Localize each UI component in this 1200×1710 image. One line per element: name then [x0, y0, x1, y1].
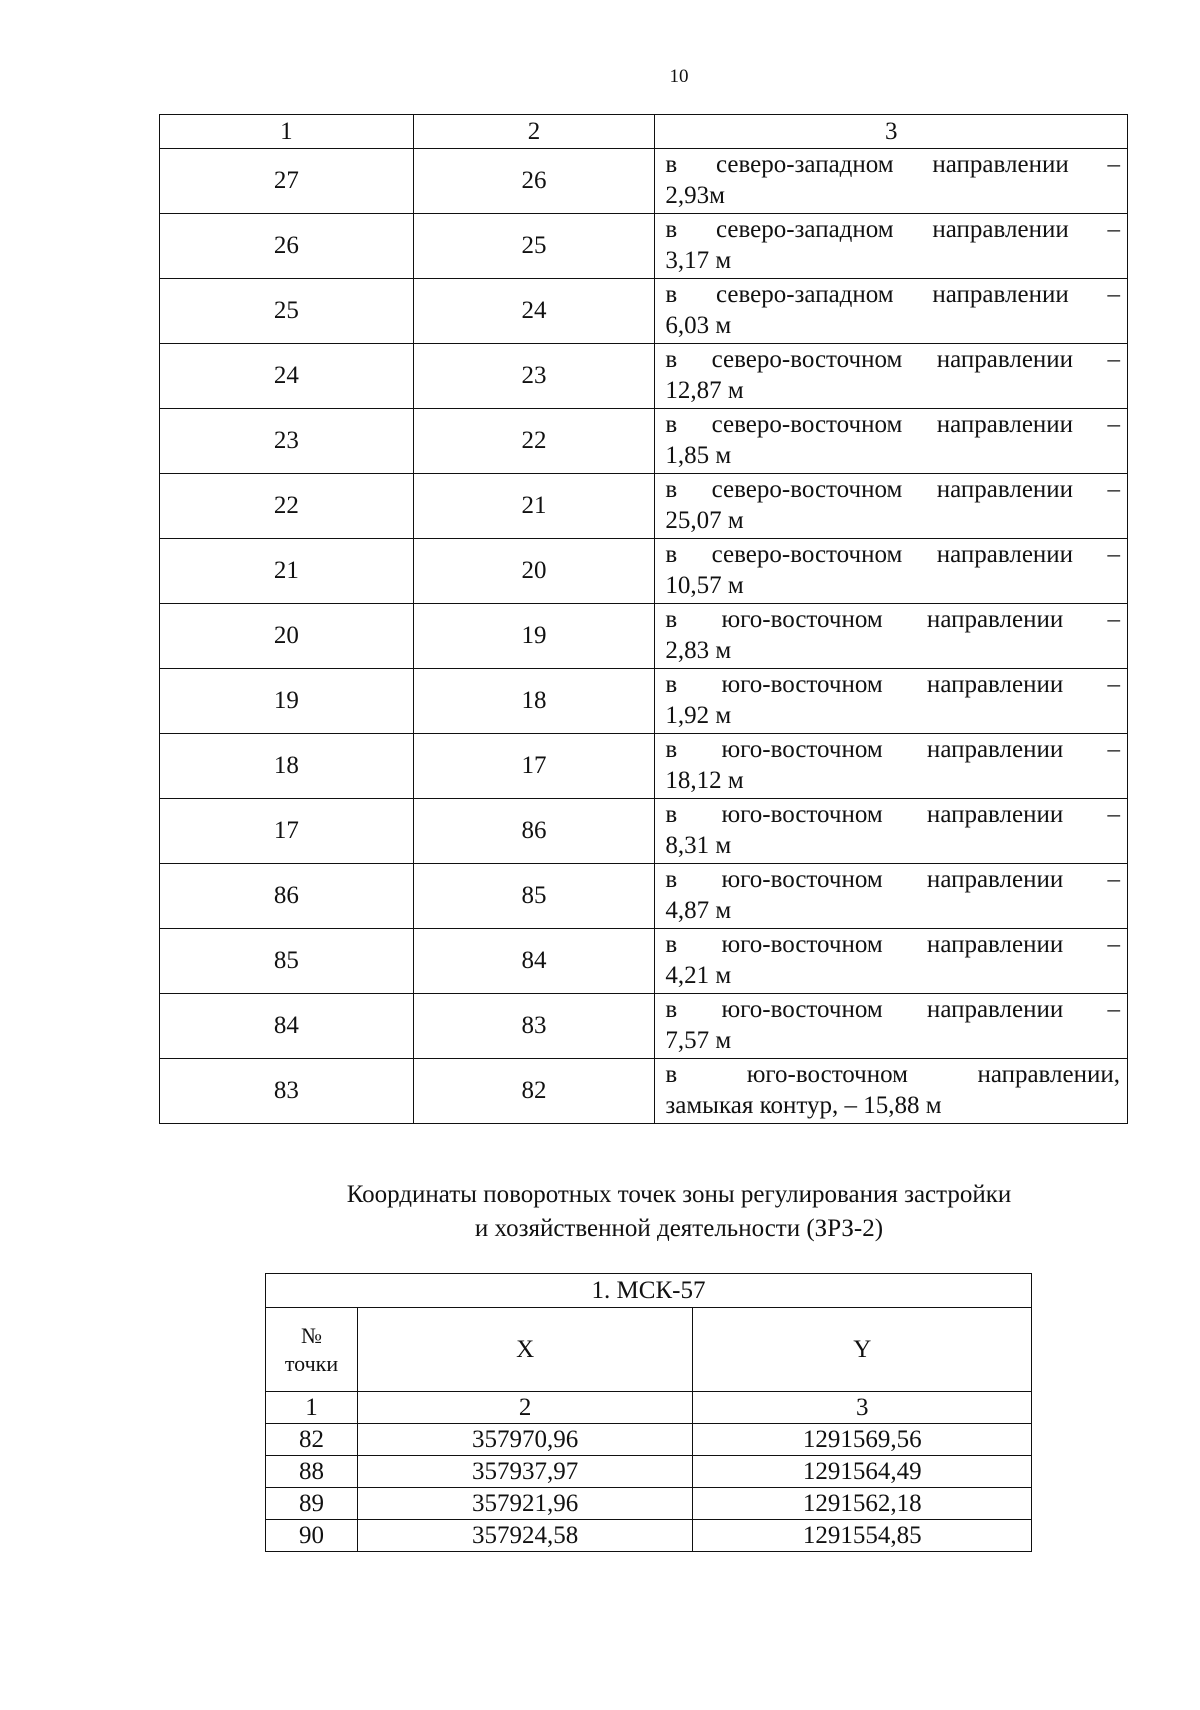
distance-text: 7,57 м [665, 1027, 732, 1054]
end-point: 19 [413, 604, 655, 669]
start-point: 83 [160, 1059, 414, 1124]
distance-text: 4,87 м [665, 897, 732, 924]
table-row [160, 409, 1128, 474]
x-value: 357921,96 [357, 1488, 693, 1520]
end-point: 23 [413, 344, 655, 409]
segment-description [655, 1059, 1128, 1124]
y-header: Y [693, 1308, 1032, 1392]
table-row [266, 1520, 1032, 1552]
segment-description [655, 474, 1128, 539]
x-value: 357937,97 [357, 1456, 693, 1488]
table-row [160, 539, 1128, 604]
point-number-header: № точки [266, 1308, 358, 1392]
table-row [160, 799, 1128, 864]
start-point: 22 [160, 474, 414, 539]
direction-text: в юго-восточном направлении – [665, 996, 1120, 1023]
start-point: 17 [160, 799, 414, 864]
end-point: 83 [413, 994, 655, 1059]
start-point: 21 [160, 539, 414, 604]
axes-header-row [266, 1308, 1032, 1392]
point-number: 89 [266, 1488, 358, 1520]
segment-description [655, 279, 1128, 344]
section-caption [0, 1178, 1200, 1246]
coordinate-system-label: 1. МСК-57 [266, 1274, 1032, 1308]
segment-description [655, 539, 1128, 604]
x-value: 357924,58 [357, 1520, 693, 1552]
direction-text: в юго-восточном направлении – [665, 736, 1120, 763]
coordinates-table [265, 1273, 1032, 1552]
distance-text: замыкая контур, – 15,88 м [665, 1092, 942, 1119]
start-point: 26 [160, 214, 414, 279]
distance-text: 25,07 м [665, 507, 744, 534]
y-value: 1291562,18 [693, 1488, 1032, 1520]
direction-text: в юго-восточном направлении – [665, 801, 1120, 828]
table-row [160, 1059, 1128, 1124]
direction-text: в северо-восточном направлении – [665, 411, 1120, 438]
caption-line-2: и хозяйственной деятельности (ЗРЗ-2) [474, 1215, 884, 1242]
segment-description [655, 344, 1128, 409]
column-number-1: 1 [266, 1392, 358, 1424]
page-number: 10 [669, 66, 689, 87]
direction-text: в северо-восточном направлении – [665, 476, 1120, 503]
start-point: 24 [160, 344, 414, 409]
table-row [160, 344, 1128, 409]
caption-line-1: Координаты поворотных точек зоны регулирования застройки [346, 1181, 1012, 1208]
column-numbers-row [266, 1392, 1032, 1424]
start-point: 23 [160, 409, 414, 474]
table-header-row [160, 115, 1128, 149]
distance-text: 18,12 м [665, 767, 744, 794]
column-number-1: 1 [160, 115, 414, 149]
direction-text: в северо-западном направлении – [665, 216, 1120, 243]
point-number: 90 [266, 1520, 358, 1552]
end-point: 26 [413, 149, 655, 214]
segment-description [655, 149, 1128, 214]
start-point: 84 [160, 994, 414, 1059]
end-point: 82 [413, 1059, 655, 1124]
start-point: 86 [160, 864, 414, 929]
table-row [160, 929, 1128, 994]
table-row [160, 604, 1128, 669]
segment-description [655, 734, 1128, 799]
y-value: 1291564,49 [693, 1456, 1032, 1488]
start-point: 25 [160, 279, 414, 344]
x-header: X [357, 1308, 693, 1392]
end-point: 84 [413, 929, 655, 994]
table-row [266, 1456, 1032, 1488]
distance-text: 1,92 м [665, 702, 732, 729]
distance-text: 6,03 м [665, 312, 732, 339]
segment-description [655, 604, 1128, 669]
y-value: 1291554,85 [693, 1520, 1032, 1552]
distance-text: 3,17 м [665, 247, 732, 274]
table-row [160, 279, 1128, 344]
start-point: 18 [160, 734, 414, 799]
x-value: 357970,96 [357, 1424, 693, 1456]
end-point: 85 [413, 864, 655, 929]
segment-description [655, 669, 1128, 734]
column-number-3: 3 [655, 115, 1128, 149]
end-point: 25 [413, 214, 655, 279]
direction-text: в северо-восточном направлении – [665, 541, 1120, 568]
column-number-2: 2 [413, 115, 655, 149]
end-point: 22 [413, 409, 655, 474]
segment-description [655, 409, 1128, 474]
table-row [266, 1488, 1032, 1520]
point-number: 82 [266, 1424, 358, 1456]
column-number-2: 2 [357, 1392, 693, 1424]
direction-text: в юго-восточном направлении – [665, 606, 1120, 633]
distance-text: 2,83 м [665, 637, 732, 664]
distance-text: 8,31 м [665, 832, 732, 859]
end-point: 20 [413, 539, 655, 604]
segment-description [655, 929, 1128, 994]
direction-text: в юго-восточном направлении – [665, 931, 1120, 958]
table-row [160, 994, 1128, 1059]
table-row [160, 669, 1128, 734]
table-row [160, 149, 1128, 214]
distance-text: 2,93м [665, 182, 725, 209]
direction-text: в юго-восточном направлении – [665, 671, 1120, 698]
table-row [266, 1424, 1032, 1456]
direction-text: в юго-восточном направлении – [665, 866, 1120, 893]
direction-text: в северо-западном направлении – [665, 281, 1120, 308]
distance-text: 12,87 м [665, 377, 744, 404]
direction-text: в юго-восточном направлении, [665, 1061, 1120, 1088]
start-point: 85 [160, 929, 414, 994]
end-point: 24 [413, 279, 655, 344]
table-row [160, 734, 1128, 799]
point-number: 88 [266, 1456, 358, 1488]
table-row [160, 864, 1128, 929]
table-row [160, 474, 1128, 539]
distance-text: 4,21 м [665, 962, 732, 989]
end-point: 18 [413, 669, 655, 734]
end-point: 21 [413, 474, 655, 539]
start-point: 27 [160, 149, 414, 214]
boundary-description-table [159, 114, 1128, 1124]
end-point: 86 [413, 799, 655, 864]
segment-description [655, 214, 1128, 279]
column-number-3: 3 [693, 1392, 1032, 1424]
end-point: 17 [413, 734, 655, 799]
segment-description [655, 799, 1128, 864]
y-value: 1291569,56 [693, 1424, 1032, 1456]
direction-text: в северо-западном направлении – [665, 151, 1120, 178]
segment-description [655, 994, 1128, 1059]
distance-text: 1,85 м [665, 442, 732, 469]
start-point: 19 [160, 669, 414, 734]
direction-text: в северо-восточном направлении – [665, 346, 1120, 373]
segment-description [655, 864, 1128, 929]
coordinate-system-row [266, 1274, 1032, 1308]
start-point: 20 [160, 604, 414, 669]
table-row [160, 214, 1128, 279]
distance-text: 10,57 м [665, 572, 744, 599]
